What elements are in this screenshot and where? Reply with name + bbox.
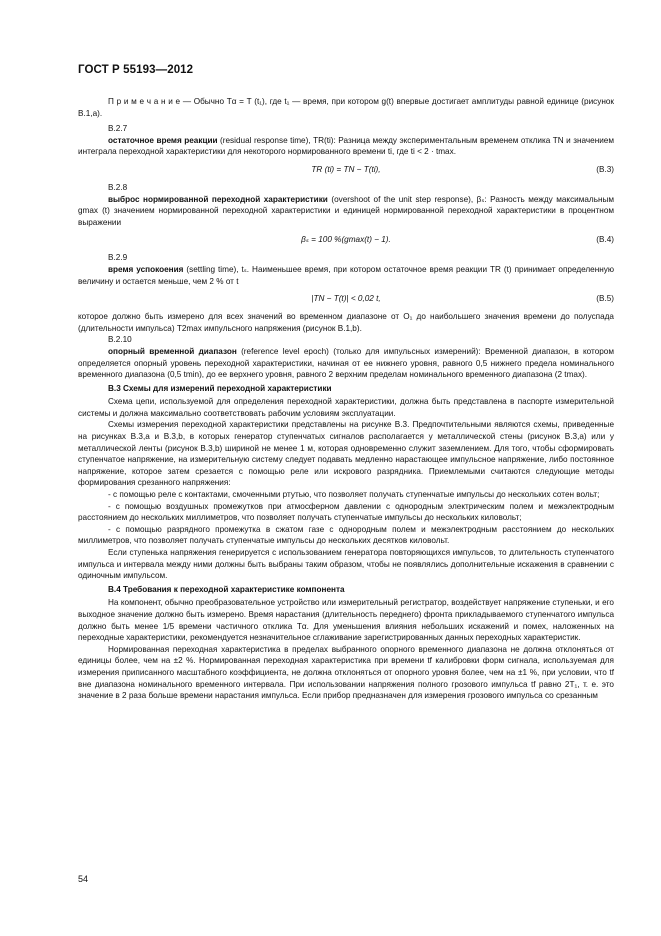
formula-number: (В.4) [596,235,614,245]
formula-number: (В.3) [596,164,614,174]
list-item: - с помощью реле с контактами, смоченными ртутью, что позволяет получать ступенчатые импульсы до нескольких сотен вольт; [108,490,600,500]
page-number: 54 [78,874,89,884]
body-paragraph: Нормированная переходная характеристика в пределах выбранного опорного временного диапазона не должна отклоняться от единицы более, чем на ±2 %. Нормированная переходная характеристика при времени tf калибровки форм сигнала, используемая для измерения приписанного масштабного коэффициента, не должна отклоняться от опорного уровня более, чем на ±1 %, при условии, что tf вне диапазона номинального временного интервала. При использовании напряжения полного грозового импульса tf равно 2T₁, т. е. это значение в 2 раза больше времени нарастания импульса. Если прибор предназначен для измерения грозового импульса со срезанным [78,644,614,701]
document-header: ГОСТ Р 55193—2012 [78,64,194,76]
note-paragraph: П р и м е ч а н и е — Обычно Tα = T (t₁), где t₁ — время, при котором g(t) впервые достигает амплитуды равной единице (рисунок В.1,а). [78,97,614,118]
formula-row [78,234,614,246]
definition-text: (settling time), tₛ. Наименьшее время, при котором остаточное время реакции TR (t) принимает определенную величину и остается меньше, чем 2 % от t [78,264,614,286]
formula: |TN − T(t)| < 0,02 t, [311,294,381,304]
body-paragraph: Если ступенька напряжения генерируется с использованием генератора повторяющихся импульсов, то длительность ступенчатого импульса и интервала между ними должны быть выбраны таким образом, чтобы не появлялись дополнительные искажения в сравнении с одиночным импульсом. [78,548,614,581]
term-name: время успокоения [108,264,184,274]
term-name: опорный временной диапазон [108,346,237,356]
definition-text: (reference level epoch) (только для импульсных измерений): Временной диапазон, в котором определяется опорный уровень переходной характеристики, начиная от ее нижнего уровня, равного 0,5 нижнего предела номинального временного диапазона (0,5 tmin), до ее верхнего уровня, равного 2 верхним пределам номинального временного диапазона (2 tmax). [78,346,614,380]
formula: βₛ = 100 %(gmax(t) − 1). [301,235,391,245]
section-heading: В.4 Требования к переходной характеристике компонента [108,584,345,594]
formula: TR (ti) = TN − T(ti), [311,164,381,174]
clause-number: В.2.10 [108,335,132,345]
body-paragraph: Схемы измерения переходной характеристики представлены на рисунке В.3. Предпочтительными являются схемы, приведенные на рисунках В.3,а и В.3,b, в которых генератор ступенчатых сигналов располагается у металлической стены (рисунок В.3,а) или у металлической ленты (рисунок В.3,b) шириной не менее 1 м, которая одновременно служит заземлением. Для того, чтобы сформировать ступенчатое напряжение, на измерительную систему следует подавать медленно нарастающее импульсное напряжение, либо постоянное напряжение, которое затем срезается с помощью реле или искрового разрядника. Приемлемыми считаются следующие методы формирования срезанного напряжения: [78,420,614,488]
term-name: остаточное время реакции [108,135,218,145]
formula-number: (В.5) [596,294,614,304]
definition-paragraph [78,135,614,158]
term-name: выброс нормированной переходной характеристики [108,194,328,204]
body-paragraph: Схема цепи, используемой для определения переходной характеристики, должна быть представлена в паспорте измерительной системы и должна максимально соответствовать рабочим условиям эксплуатации. [78,397,614,418]
definition-text: (residual response time), TR(ti): Разница между экспериментальным временем отклика TN и значением интеграла переходной характеристики для некоторого нормированного времени ti, где ti < 2 · tmax. [78,135,614,157]
clause-number: В.2.9 [108,253,128,263]
list-item: - с помощью разрядного промежутка в сжатом газе с однородным полем и межэлектродным расстоянием до нескольких миллиметров, что позволяет получать ступенчатые импульсы до нескольких десятков киловольт. [78,524,614,546]
formula-row [78,164,614,176]
clause-number: В.2.7 [108,124,128,134]
section-heading: В.3 Схемы для измерений переходной характеристики [108,383,332,393]
formula-row [78,293,614,305]
clause-number: В.2.8 [108,182,128,192]
definition-paragraph [78,346,614,381]
list-item: - с помощью воздушных промежутков при атмосферном давлении с однородным электрическим полем и межэлектродным расстоянием до нескольких миллиметров, что позволяет получать ступенчатые импульсы до нескольких киловольт; [78,501,614,523]
page-content [78,96,614,702]
definition-text: (overshoot of the unit step response), βₛ: Разность между максимальным gmax (t) значением нормированной переходной характеристики и единицей нормированной переходной характеристики в процентном выражении [78,194,615,227]
body-paragraph: которое должно быть измерено для всех значений во временном диапазоне от O₁ до наибольшего значения времени до полуспада (длительности импульса) T2max импульсного напряжения (рисунок В.1,b). [78,312,614,333]
definition-paragraph [78,264,614,287]
body-paragraph: На компонент, обычно преобразовательное устройство или измерительный регистратор, воздействует напряжение ступеньки, и его выходное значение должно быть измерено. Время нарастания (длительность переднего) фронта прикладываемого ступенчатого импульса должно быть менее 1/5 времени частичного отклика Tα. Для уменьшения влияния небольших искажений и помех, наложенных на переходные характеристики, рекомендуется незначительное сглаживание зарегистрированных данных переходных характеристик. [78,598,614,643]
definition-paragraph [78,194,614,229]
